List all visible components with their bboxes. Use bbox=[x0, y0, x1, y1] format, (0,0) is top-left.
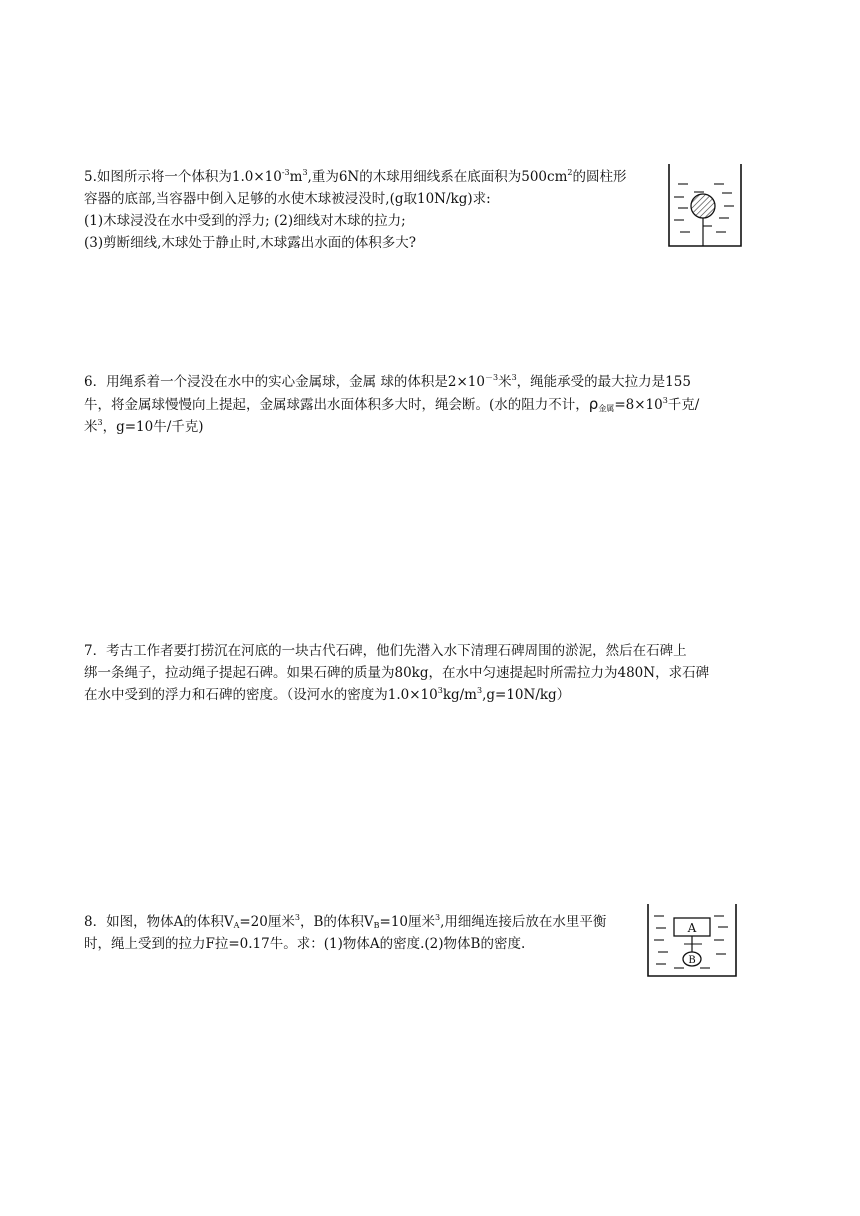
q7-line-3: 在水中受到的浮力和石碑的密度。（设河水的密度为$1.0\times 10^3kg/m^3,g=10N/kg$） bbox=[84, 686, 571, 703]
q5-line-3: (1)木球浸没在水中受到的浮力; (2)细线对木球的拉力; bbox=[84, 213, 406, 229]
question-6 bbox=[84, 371, 699, 438]
question-8 bbox=[84, 911, 606, 955]
question-5 bbox=[84, 166, 626, 254]
q8-container-figure bbox=[644, 902, 740, 980]
q8-line-1: 8．如图，物体A的体积$V_A=20$厘米$^3$，B的体积$V_B=10$厘米$^3$,用细绳连接后放在水里平衡 bbox=[84, 913, 607, 930]
q7-line-1: 7．考古工作者要打捞沉在河底的一块古代石碑，他们先潜入水下清理石碑周围的淤泥，然后在石碑上 bbox=[84, 643, 687, 659]
q6-line-3: 米$^3$，g=10牛/千克) bbox=[84, 418, 204, 435]
q5-container-figure bbox=[664, 162, 746, 250]
q6-line-1: 6．用绳系着一个浸没在水中的实心金属球，金属 球的体积是$2\times 10^{-3}$米$^3$，绳能承受的最大拉力是155 bbox=[84, 373, 691, 390]
q5-wood-ball bbox=[691, 194, 715, 218]
question-7 bbox=[84, 640, 709, 706]
q5-line-4: (3)剪断细线,木球处于静止时,木球露出水面的体积多大? bbox=[84, 235, 416, 251]
q5-line-1: 5.如图所示将一个体积为$1.0\times 10^{-3}m^3$,重为6N的木球用细线系在底面积为$500cm^2$的圆柱形 bbox=[84, 168, 627, 185]
q8-line-2: 时，绳上受到的拉力F拉=0.17牛。求：(1)物体A的密度.(2)物体B的密度. bbox=[84, 936, 526, 952]
svg-text:A: A bbox=[687, 921, 697, 935]
svg-text:B: B bbox=[688, 955, 696, 966]
q6-line-2: 牛，将金属球慢慢向上提起，金属球露出水面体积多大时，绳会断。(水的阻力不计，$\rho_{金属}=8\times 10^3$千克/ bbox=[84, 395, 700, 413]
q5-line-2: 容器的底部,当容器中倒入足够的水使木球被浸没时,(g取10N/kg)求: bbox=[84, 191, 491, 207]
q7-line-2: 绑一条绳子，拉动绳子提起石碑。如果石碑的质量为80kg，在水中匀速提起时所需拉力为480N，求石碑 bbox=[84, 665, 710, 681]
